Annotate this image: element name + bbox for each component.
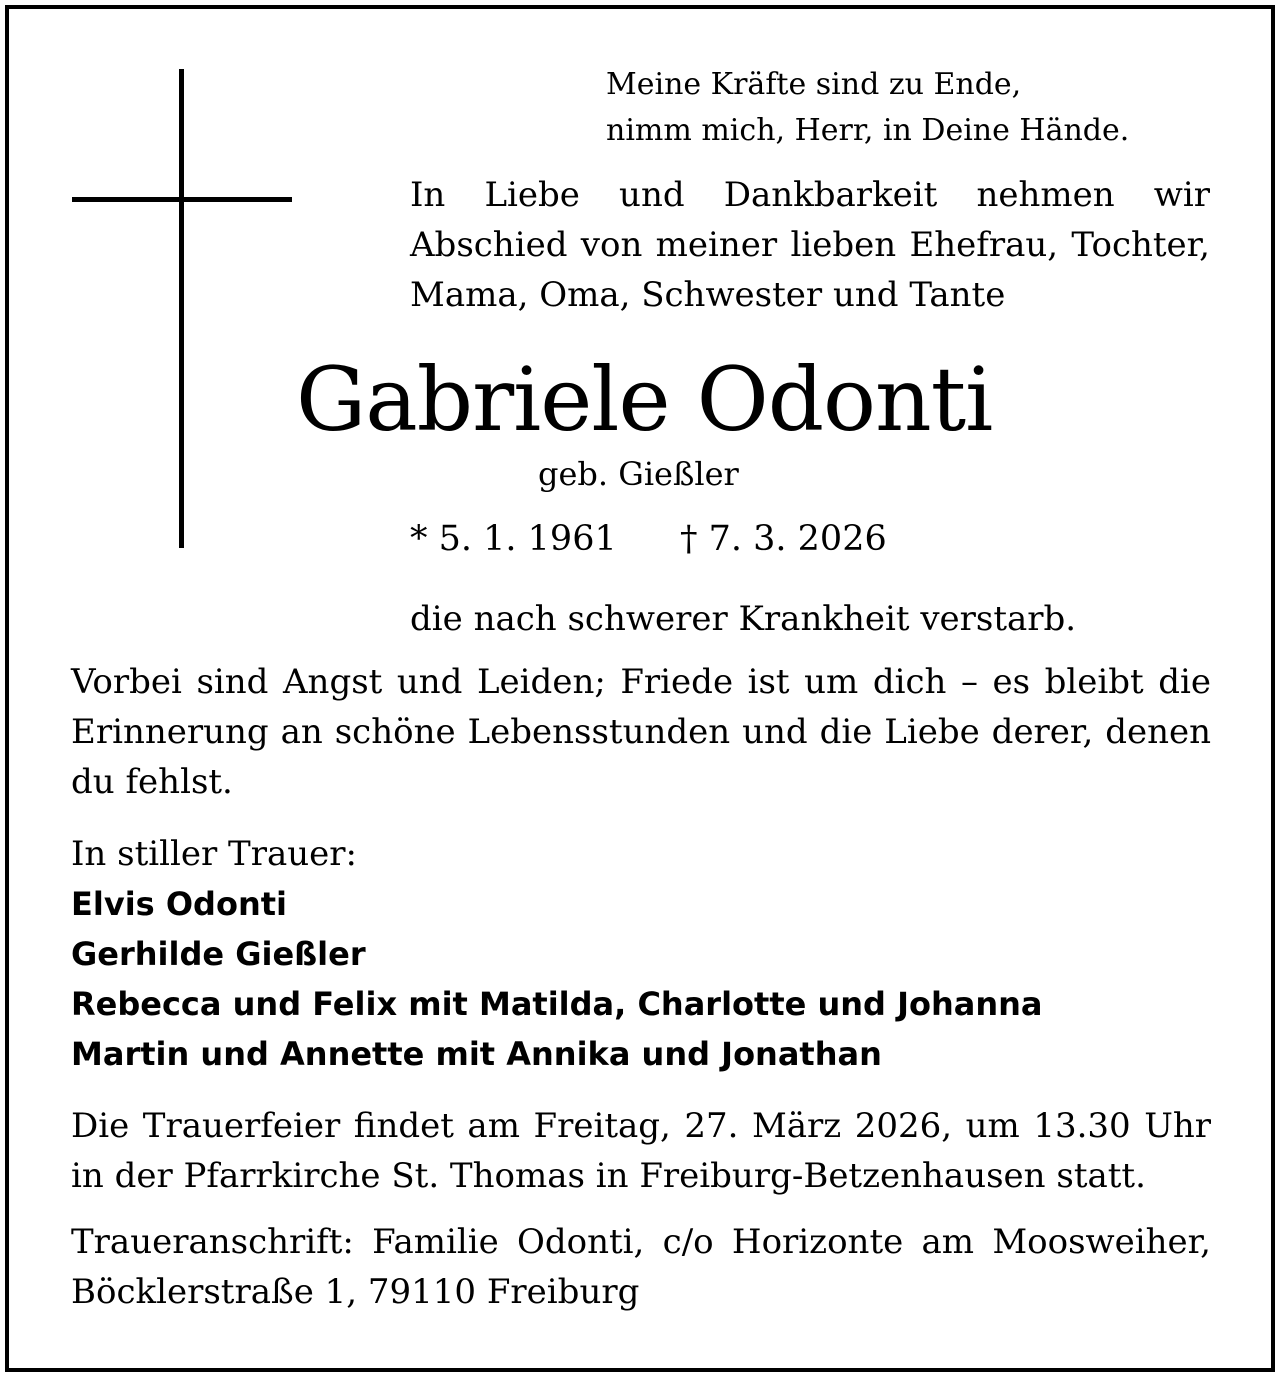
intro-text: In Liebe und Dankbarkeit nehmen wir Abschied von meiner lieben Ehefrau, Tochter, Mama, Oma, Schwester und Tante bbox=[410, 175, 1210, 315]
birth-name: geb. Gießler bbox=[538, 455, 739, 493]
mourner-name: Martin und Annette mit Annika und Jonathan bbox=[71, 1035, 882, 1073]
mourner-list bbox=[71, 879, 1043, 1079]
passed-text: die nach schwerer Krankheit verstarb. bbox=[410, 599, 1077, 639]
mourner-name: Rebecca und Felix mit Matilda, Charlotte und Johanna bbox=[71, 985, 1043, 1023]
deceased-name: Gabriele Odonti bbox=[296, 348, 993, 451]
mourning-label: In stiller Trauer: bbox=[71, 834, 357, 874]
verse-line-1: Meine Kräfte sind zu Ende, bbox=[606, 67, 1022, 102]
verse bbox=[606, 62, 1129, 154]
death-date: † 7. 3. 2026 bbox=[680, 519, 887, 559]
birth-date: * 5. 1. 1961 bbox=[410, 519, 617, 559]
mourning-address: Traueranschrift: Familie Odonti, c/o Horizonte am Moosweiher, Böcklerstraße 1, 79110 Freiburg bbox=[71, 1222, 1211, 1312]
verse-line-2: nimm mich, Herr, in Deine Hände. bbox=[606, 113, 1130, 148]
ceremony-text: Die Trauerfeier findet am Freitag, 27. März 2026, um 13.30 Uhr in der Pfarrkirche St. Thomas in Freiburg-Betzenhausen statt. bbox=[71, 1106, 1211, 1196]
mourner-name: Gerhilde Gießler bbox=[71, 935, 366, 973]
cross-icon-horizontal-bar bbox=[72, 197, 292, 202]
mourner-name: Elvis Odonti bbox=[71, 885, 287, 923]
farewell-text: Vorbei sind Angst und Leiden; Friede ist um dich – es bleibt die Erinnerung an schöne Lebensstunden und die Liebe derer, denen du fehlst. bbox=[71, 662, 1211, 802]
cross-icon-vertical-bar bbox=[179, 69, 184, 548]
